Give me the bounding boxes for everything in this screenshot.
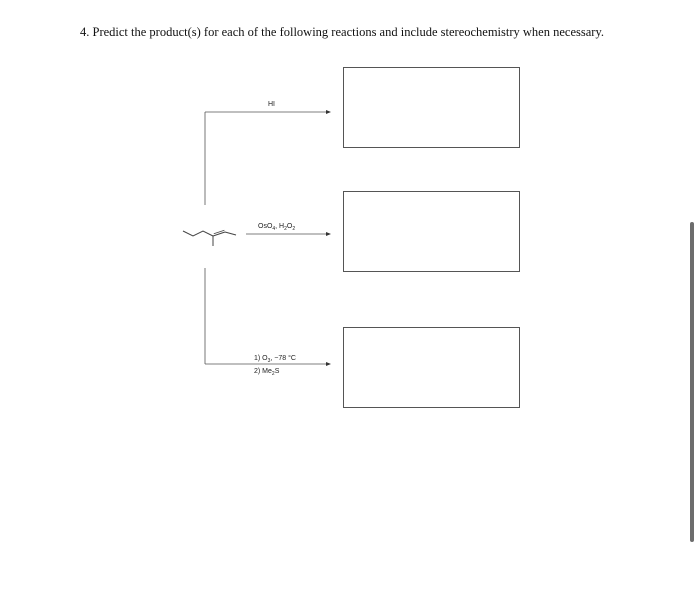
scrollbar[interactable] <box>690 222 694 542</box>
branch-lines <box>205 112 330 364</box>
reagent-dms-line: 2) $Me_2S$ <box>254 368 280 377</box>
answer-box-1[interactable] <box>343 67 520 148</box>
arrowhead-1 <box>326 110 331 114</box>
arrowhead-2 <box>326 232 331 236</box>
reagent-ozone-line: 1) $O_3$, −78 °C <box>254 355 296 364</box>
reagent-hi: HI <box>268 101 275 108</box>
question-text: 4. Predict the product(s) for each of the following reactions and include stereochemistry when necessary. <box>80 25 605 39</box>
arrowheads <box>326 110 331 366</box>
alkene-structure <box>183 230 236 246</box>
reagent-oso4-h2o2: OsO$_4$, $H_2O_2$ <box>258 223 296 232</box>
answer-box-2[interactable] <box>343 191 520 272</box>
answer-box-3[interactable] <box>343 327 520 408</box>
arrowhead-3 <box>326 362 331 366</box>
